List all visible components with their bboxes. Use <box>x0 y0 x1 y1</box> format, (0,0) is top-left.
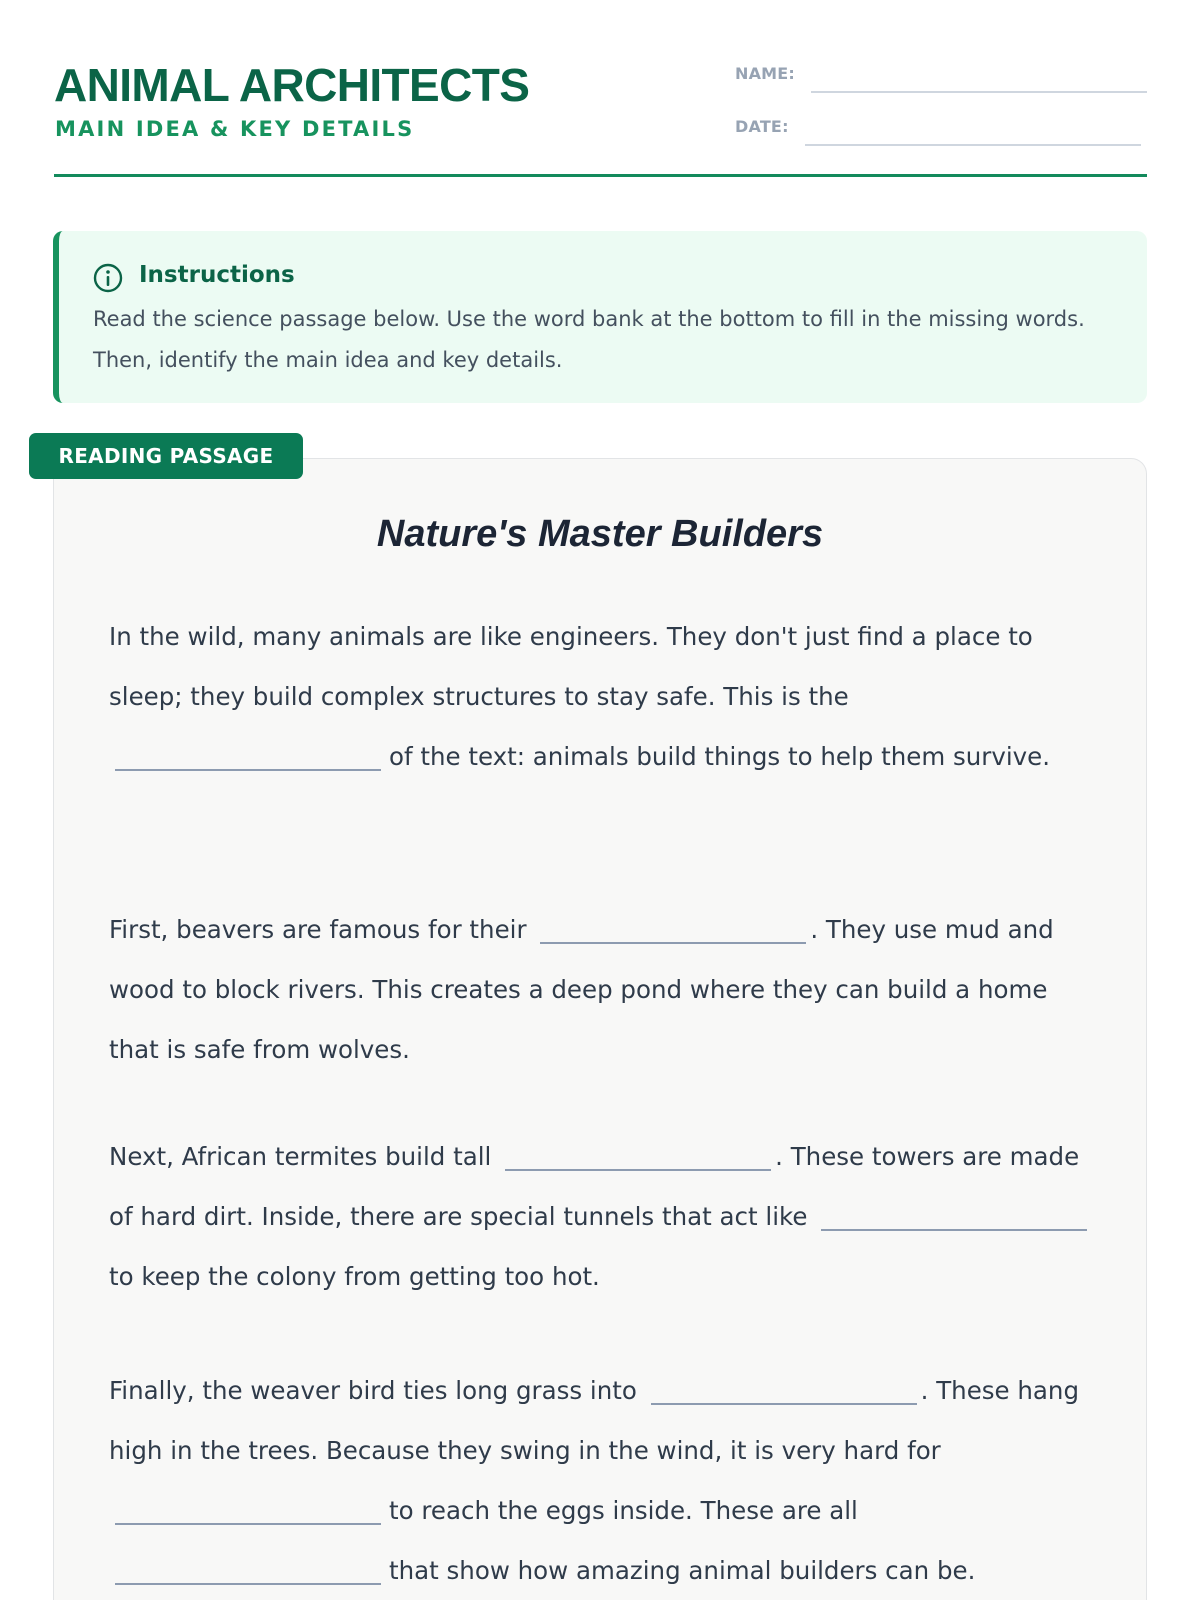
date-label: DATE: <box>735 117 789 136</box>
fill-blank[interactable] <box>540 942 806 944</box>
paragraph-text: . These towers are made of hard dirt. Inside, there are special tunnels that act like <box>109 1142 1080 1231</box>
paragraph-text: Finally, the weaver bird ties long grass into <box>109 1376 637 1405</box>
paragraph-text: In the wild, many animals are like engineers. They don't just find a place to sleep; they build complex structures to stay safe. This is the <box>109 622 1033 711</box>
fill-blank[interactable] <box>115 769 381 771</box>
fill-blank[interactable] <box>651 1403 917 1405</box>
paragraph-text: to keep the colony from getting too hot. <box>109 1262 600 1291</box>
paragraph-text: . They use mud and wood to block rivers. This creates a deep pond where they can build a home that is safe from wolves. <box>109 915 1054 1064</box>
fill-blank[interactable] <box>115 1583 381 1585</box>
instructions-box <box>53 231 1147 403</box>
instructions-text: Read the science passage below. Use the word bank at the bottom to fill in the missing words. Then, identify the main idea and key details. <box>93 307 1085 372</box>
info-circle-icon <box>93 263 123 293</box>
fill-blank[interactable] <box>821 1229 1087 1231</box>
worksheet-subtitle: MAIN IDEA & KEY DETAILS <box>55 117 415 141</box>
worksheet-header <box>54 0 1147 177</box>
paragraph-text: First, beavers are famous for their <box>109 915 527 944</box>
passage-paragraph-2 <box>109 900 1099 1080</box>
passage-paragraph-4 <box>109 1361 1099 1600</box>
instructions-heading: Instructions <box>139 262 295 288</box>
name-label: NAME: <box>735 64 796 83</box>
paragraph-text: of the text: animals build things to help them survive. <box>389 742 1051 771</box>
paragraph-text: to reach the eggs inside. These are all <box>389 1496 858 1525</box>
paragraph-text: . These hang high in the trees. Because they swing in the wind, it is very hard for <box>109 1376 1080 1465</box>
paragraph-text: that show how amazing animal builders can be. <box>389 1556 976 1585</box>
fill-blank[interactable] <box>115 1523 381 1525</box>
passage-paragraph-3 <box>109 1127 1099 1307</box>
passage-title: Nature's Master Builders <box>376 513 824 555</box>
worksheet-title: ANIMAL ARCHITECTS <box>54 59 530 111</box>
fill-blank[interactable] <box>505 1169 771 1171</box>
reading-passage-tab: READING PASSAGE <box>29 433 303 479</box>
paragraph-text: Next, African termites build tall <box>109 1142 492 1171</box>
date-field[interactable] <box>805 144 1141 146</box>
passage-paragraph-1 <box>109 607 1099 787</box>
name-field[interactable] <box>811 91 1147 93</box>
